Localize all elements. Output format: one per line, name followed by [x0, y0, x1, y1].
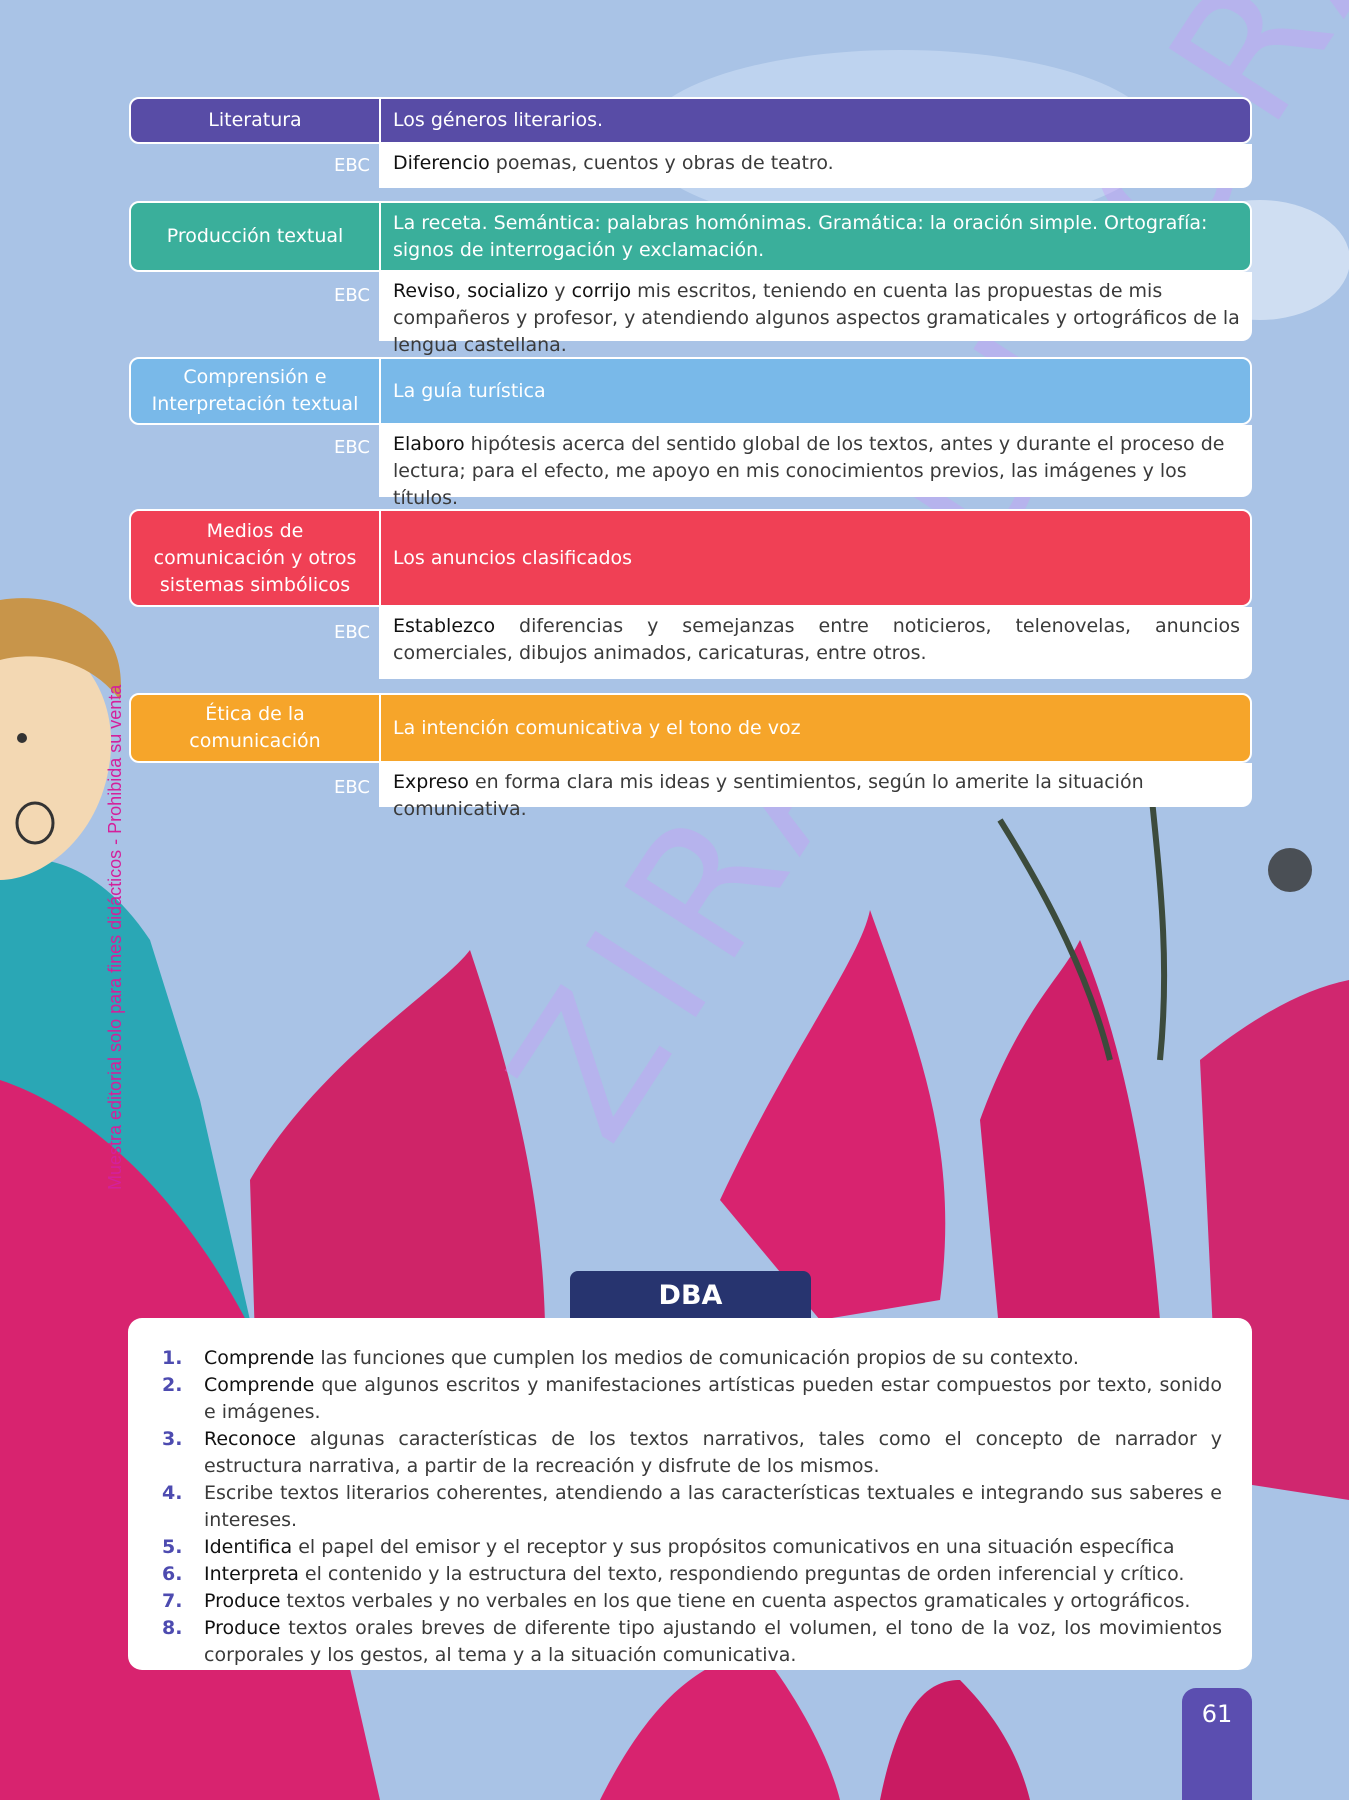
ebc-tag: EBC — [334, 622, 370, 643]
dba-list — [128, 1318, 1252, 1670]
dba-text: que algunos escritos y manifestaciones artísticas pueden estar compuestos por texto, sonido e imágenes. — [204, 1374, 1222, 1423]
ebc-verb: Expreso — [393, 771, 469, 793]
dba-text: textos verbales y no verbales en los que tiene en cuenta aspectos gramaticales y ortográficos. — [280, 1590, 1191, 1612]
row-etica — [129, 693, 1252, 763]
dba-item — [162, 1372, 1222, 1426]
dba-text: algunas características de los textos narrativos, tales como el concepto de narrador y estructura narrativa, a partir de la recreación y disfrute de los mismos. — [204, 1428, 1222, 1477]
ebc-medios — [379, 607, 1252, 679]
dba-text: las funciones que cumplen los medios de comunicación propios de su contexto. — [314, 1347, 1079, 1369]
row-topic: La receta. Semántica: palabras homónimas. Gramática: la oración simple. Ortografía: signos de interrogación y exclamación. — [393, 211, 1208, 261]
row-topic: Los géneros literarios. — [393, 109, 604, 131]
dba-verb: Interpreta — [204, 1563, 299, 1585]
row-produccion — [129, 201, 1252, 272]
dba-text: textos orales breves de diferente tipo ajustando el volumen, el tono de la voz, los movimientos corporales y los gestos, al tema y a la situación comunicativa. — [204, 1617, 1222, 1666]
dba-item — [162, 1534, 1222, 1561]
ebc-tag: EBC — [334, 285, 370, 306]
dba-item — [162, 1345, 1222, 1372]
ebc-text: en forma clara mis ideas y sentimientos, según lo amerite la situación comunicativa. — [393, 771, 1144, 820]
dba-verb: Comprende — [204, 1347, 315, 1369]
dba-verb: Identifica — [204, 1536, 293, 1558]
ebc-produccion — [379, 272, 1252, 356]
dba-verb: Comprende — [204, 1374, 315, 1396]
ebc-text: diferencias y semejanzas entre noticieros, telenovelas, anuncios comerciales, dibujos animados, caricaturas, entre otros. — [393, 615, 1240, 664]
ebc-verb: socializo — [467, 280, 549, 302]
dba-number: 5. — [162, 1536, 183, 1558]
row-label: Medios de comunicación y otros sistemas simbólicos — [131, 511, 381, 605]
ebc-verb: corrijo — [571, 280, 632, 302]
watermark: ZIRA EDITORA — [470, 0, 1349, 1174]
side-note: Muestra editorial solo para fines didácticos - Prohibida su venta — [105, 684, 125, 1190]
ebc-sep: , — [455, 280, 468, 302]
dba-title: DBA — [570, 1271, 811, 1319]
row-topic: La guía turística — [393, 379, 546, 402]
dba-number: 6. — [162, 1563, 183, 1585]
ebc-tag: EBC — [334, 777, 370, 798]
ebc-verb: Establezco — [393, 615, 496, 637]
dba-text: el papel del emisor y el receptor y sus propósitos comunicativos en una situación específica — [292, 1536, 1175, 1558]
dba-number: 7. — [162, 1590, 183, 1612]
dba-number: 1. — [162, 1347, 183, 1369]
row-topic: Los anuncios clasificados — [393, 546, 633, 569]
dba-item — [162, 1561, 1222, 1588]
dba-text: el contenido y la estructura del texto, respondiendo preguntas de orden inferencial y crítico. — [298, 1563, 1185, 1585]
row-label: Ética de la comunicación — [131, 695, 381, 761]
row-literatura — [129, 97, 1252, 144]
ebc-etica — [379, 763, 1252, 820]
row-comprension — [129, 357, 1252, 425]
ebc-tag: EBC — [334, 155, 370, 176]
ebc-verb: Elaboro — [393, 433, 465, 455]
dba-number: 8. — [162, 1617, 183, 1639]
dba-item — [162, 1615, 1222, 1669]
ebc-tag: EBC — [334, 437, 370, 458]
dba-verb: Produce — [204, 1617, 281, 1639]
ebc-sep: y — [548, 280, 572, 302]
ebc-comprension — [379, 425, 1252, 509]
row-label: Producción textual — [131, 203, 381, 270]
page-number: 61 — [1182, 1688, 1252, 1800]
ebc-verb: Reviso — [393, 280, 456, 302]
ebc-text: hipótesis acerca del sentido global de los textos, antes y durante el proceso de lectura; para el efecto, me apoyo en mis conocimientos previos, las imágenes y los títulos. — [393, 433, 1225, 509]
row-topic: La intención comunicativa y el tono de voz — [393, 716, 801, 739]
row-label: Comprensión e Interpretación textual — [131, 359, 381, 423]
dba-text: Escribe textos literarios coherentes, atendiendo a las características textuales e integrando sus saberes e intereses. — [204, 1482, 1222, 1531]
row-medios — [129, 509, 1252, 607]
dba-verb: Reconoce — [204, 1428, 296, 1450]
dba-item — [162, 1480, 1222, 1534]
dba-verb: Produce — [204, 1590, 281, 1612]
dba-number: 3. — [162, 1428, 183, 1450]
ebc-literatura — [379, 144, 1252, 188]
dba-item — [162, 1588, 1222, 1615]
ebc-text: mis escritos, teniendo en cuenta las propuestas de mis compañeros y profesor, y atendiendo algunos aspectos gramaticales y ortográficos de la lengua castellana. — [393, 280, 1240, 356]
dba-number: 2. — [162, 1374, 183, 1396]
dba-item — [162, 1426, 1222, 1480]
ebc-verb: Diferencio — [393, 152, 490, 174]
dba-number: 4. — [162, 1482, 183, 1504]
row-label: Literatura — [131, 99, 381, 142]
ebc-text: poemas, cuentos y obras de teatro. — [489, 152, 834, 174]
